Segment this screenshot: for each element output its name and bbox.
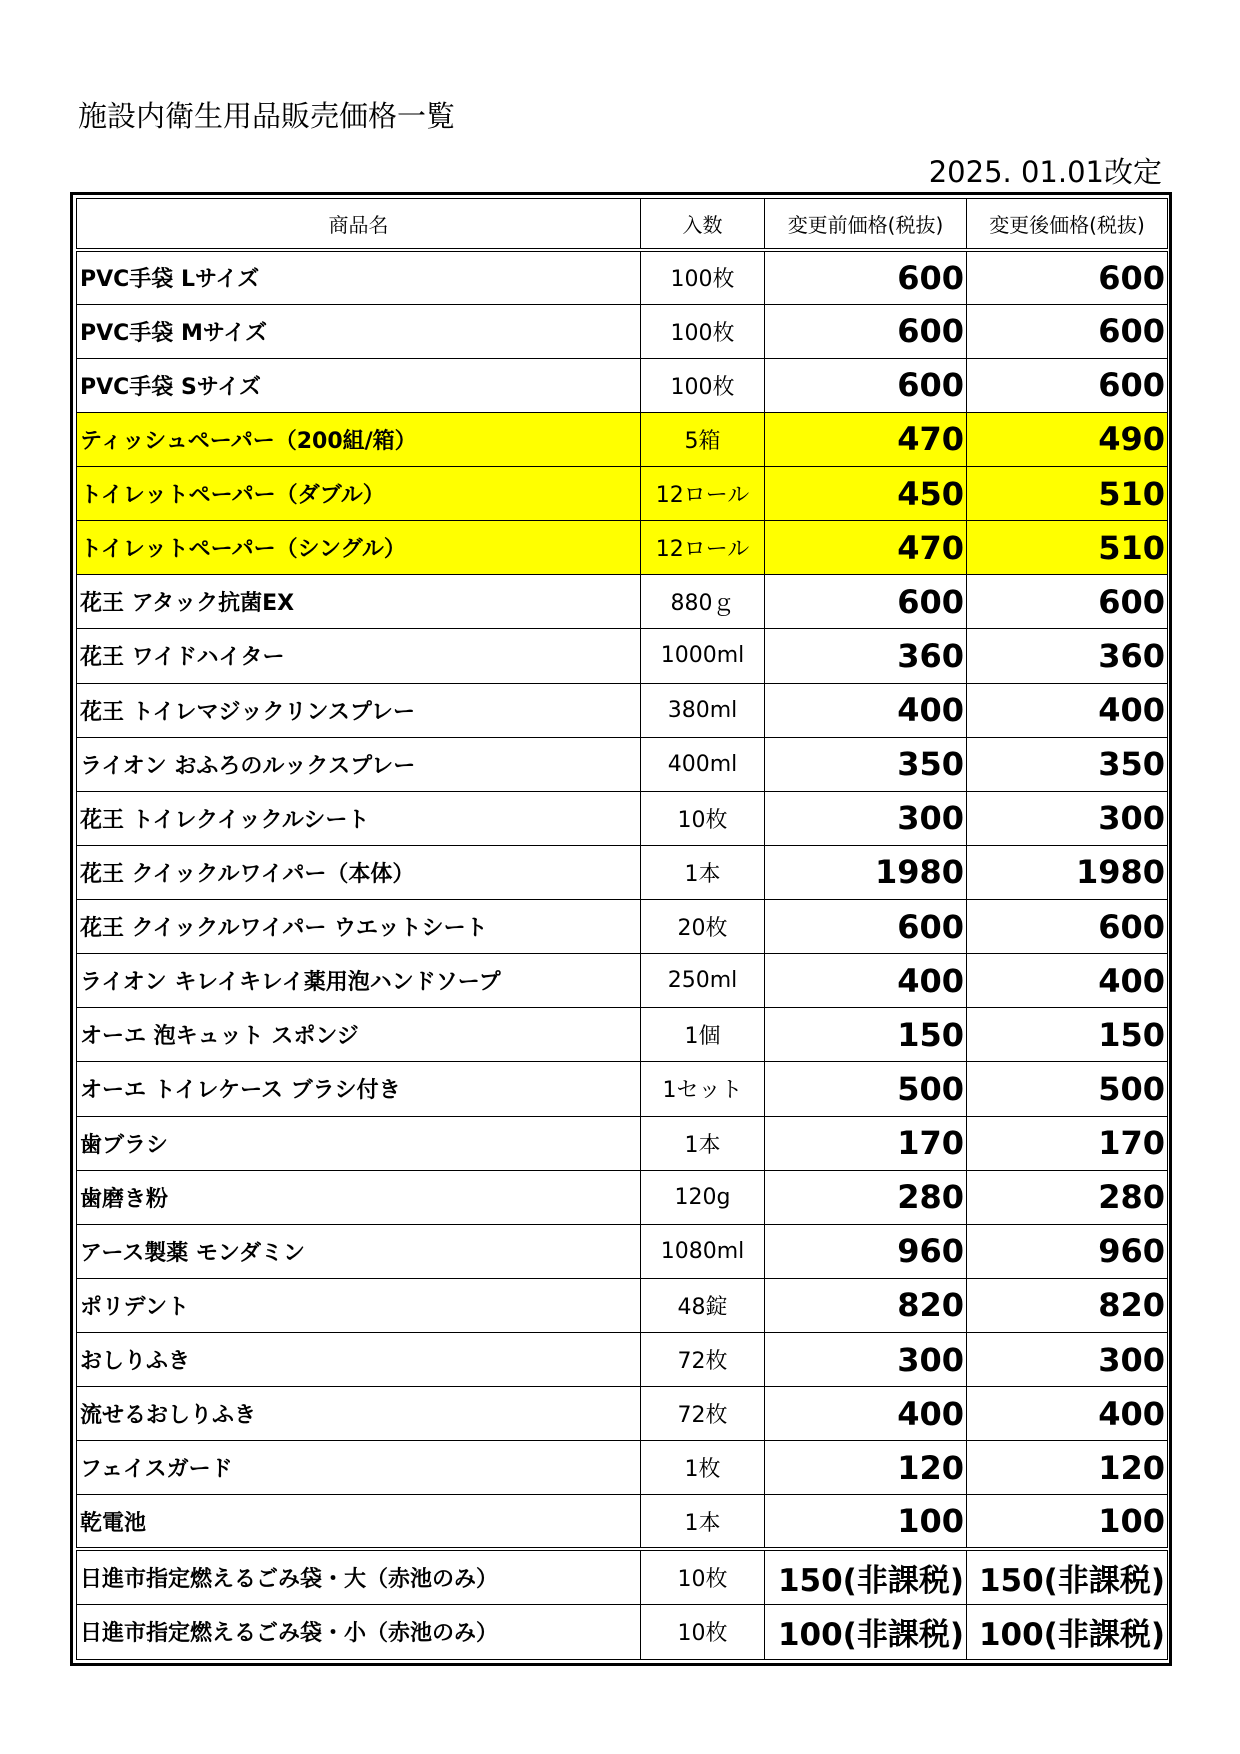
table-row (77, 521, 1168, 575)
table-row (77, 358, 1168, 412)
price-after: 510 (967, 467, 1168, 521)
price-after: 600 (967, 575, 1168, 629)
price-before: 500 (765, 1062, 967, 1116)
price-after: 400 (967, 683, 1168, 737)
product-name: ティッシュペーパー（200組/箱） (77, 412, 641, 466)
product-name: オーエ トイレケース ブラシ付き (77, 1062, 641, 1116)
product-name: PVC手袋 Mサイズ (77, 304, 641, 358)
price-after: 300 (967, 1333, 1168, 1387)
product-quantity: 1本 (641, 845, 765, 899)
price-before: 600 (765, 575, 967, 629)
product-name: PVC手袋 Lサイズ (77, 250, 641, 304)
product-name: PVC手袋 Sサイズ (77, 358, 641, 412)
product-name: 乾電池 (77, 1495, 641, 1549)
product-name: 歯ブラシ (77, 1116, 641, 1170)
product-name: 花王 クイックルワイパー（本体） (77, 845, 641, 899)
price-after: 100 (967, 1495, 1168, 1549)
table-row (77, 1224, 1168, 1278)
product-quantity: 1本 (641, 1116, 765, 1170)
price-after: 400 (967, 954, 1168, 1008)
price-before: 820 (765, 1278, 967, 1332)
product-name: おしりふき (77, 1333, 641, 1387)
product-quantity: 100枚 (641, 304, 765, 358)
price-after: 490 (967, 412, 1168, 466)
price-after: 500 (967, 1062, 1168, 1116)
price-before: 450 (765, 467, 967, 521)
product-quantity: 20枚 (641, 900, 765, 954)
product-quantity: 120g (641, 1170, 765, 1224)
product-name: 日進市指定燃えるごみ袋・大（赤池のみ） (77, 1549, 641, 1604)
price-after: 170 (967, 1116, 1168, 1170)
price-table-frame (70, 192, 1172, 1666)
tax-exempt-row (77, 1549, 1168, 1604)
product-quantity: 880ｇ (641, 575, 765, 629)
price-before: 120 (765, 1441, 967, 1495)
table-row (77, 900, 1168, 954)
price-before: 350 (765, 737, 967, 791)
product-name: 歯磨き粉 (77, 1170, 641, 1224)
table-row (77, 683, 1168, 737)
table-row (77, 304, 1168, 358)
table-row (77, 1441, 1168, 1495)
table-row (77, 1278, 1168, 1332)
table-row (77, 791, 1168, 845)
product-quantity: 1セット (641, 1062, 765, 1116)
price-after: 300 (967, 791, 1168, 845)
revision-date: 2025. 01.01改定 (928, 155, 1162, 189)
product-name: 流せるおしりふき (77, 1387, 641, 1441)
product-quantity: 1本 (641, 1495, 765, 1549)
price-before: 300 (765, 1333, 967, 1387)
price-after: 600 (967, 250, 1168, 304)
price-after: 150(非課税) (967, 1549, 1168, 1604)
product-quantity: 10枚 (641, 1604, 765, 1659)
table-header-row (77, 199, 1168, 251)
table-row (77, 954, 1168, 1008)
price-after: 1980 (967, 845, 1168, 899)
price-before: 600 (765, 250, 967, 304)
product-name: 花王 クイックルワイパー ウエットシート (77, 900, 641, 954)
table-row (77, 412, 1168, 466)
table-row (77, 1495, 1168, 1549)
table-row (77, 1062, 1168, 1116)
product-quantity: 1000ml (641, 629, 765, 683)
header-price-before: 変更前価格(税抜) (765, 199, 967, 251)
price-before: 960 (765, 1224, 967, 1278)
header-product-name: 商品名 (77, 199, 641, 251)
table-row (77, 1116, 1168, 1170)
price-after: 510 (967, 521, 1168, 575)
product-name: トイレットペーパー（ダブル） (77, 467, 641, 521)
product-quantity: 250ml (641, 954, 765, 1008)
header-price-after: 変更後価格(税抜) (967, 199, 1168, 251)
price-before: 170 (765, 1116, 967, 1170)
price-after: 150 (967, 1008, 1168, 1062)
table-row (77, 1008, 1168, 1062)
table-row (77, 250, 1168, 304)
price-after: 820 (967, 1278, 1168, 1332)
price-after: 600 (967, 358, 1168, 412)
product-quantity: 1個 (641, 1008, 765, 1062)
product-quantity: 72枚 (641, 1333, 765, 1387)
price-after: 120 (967, 1441, 1168, 1495)
product-quantity: 100枚 (641, 250, 765, 304)
table-row (77, 737, 1168, 791)
price-table (76, 198, 1168, 1660)
product-name: 花王 アタック抗菌EX (77, 575, 641, 629)
price-before: 360 (765, 629, 967, 683)
header-quantity: 入数 (641, 199, 765, 251)
table-row (77, 629, 1168, 683)
price-before: 400 (765, 1387, 967, 1441)
tax-exempt-row (77, 1604, 1168, 1659)
price-before: 600 (765, 304, 967, 358)
product-name: アース製薬 モンダミン (77, 1224, 641, 1278)
table-row (77, 575, 1168, 629)
price-before: 470 (765, 412, 967, 466)
table-row (77, 1170, 1168, 1224)
table-row (77, 1387, 1168, 1441)
product-quantity: 400ml (641, 737, 765, 791)
product-quantity: 12ロール (641, 467, 765, 521)
price-before: 600 (765, 900, 967, 954)
product-name: ライオン おふろのルックスプレー (77, 737, 641, 791)
product-quantity: 12ロール (641, 521, 765, 575)
product-name: 花王 ワイドハイター (77, 629, 641, 683)
product-quantity: 10枚 (641, 1549, 765, 1604)
price-before: 150 (765, 1008, 967, 1062)
product-name: オーエ 泡キュット スポンジ (77, 1008, 641, 1062)
product-name: フェイスガード (77, 1441, 641, 1495)
price-after: 350 (967, 737, 1168, 791)
price-after: 960 (967, 1224, 1168, 1278)
product-quantity: 48錠 (641, 1278, 765, 1332)
price-after: 360 (967, 629, 1168, 683)
price-before: 400 (765, 954, 967, 1008)
price-before: 400 (765, 683, 967, 737)
price-before: 150(非課税) (765, 1549, 967, 1604)
price-before: 100(非課税) (765, 1604, 967, 1659)
product-name: トイレットペーパー（シングル） (77, 521, 641, 575)
product-quantity: 72枚 (641, 1387, 765, 1441)
table-row (77, 845, 1168, 899)
price-before: 1980 (765, 845, 967, 899)
product-quantity: 5箱 (641, 412, 765, 466)
price-after: 400 (967, 1387, 1168, 1441)
price-after: 100(非課税) (967, 1604, 1168, 1659)
product-quantity: 1枚 (641, 1441, 765, 1495)
product-quantity: 10枚 (641, 791, 765, 845)
price-before: 470 (765, 521, 967, 575)
price-after: 280 (967, 1170, 1168, 1224)
product-quantity: 380ml (641, 683, 765, 737)
product-quantity: 100枚 (641, 358, 765, 412)
product-name: 日進市指定燃えるごみ袋・小（赤池のみ） (77, 1604, 641, 1659)
page-title: 施設内衛生用品販売価格一覧 (78, 99, 456, 133)
price-before: 300 (765, 791, 967, 845)
price-before: 280 (765, 1170, 967, 1224)
price-after: 600 (967, 900, 1168, 954)
product-name: ポリデント (77, 1278, 641, 1332)
price-before: 600 (765, 358, 967, 412)
product-name: 花王 トイレクイックルシート (77, 791, 641, 845)
table-body (77, 250, 1168, 1660)
product-name: 花王 トイレマジックリンスプレー (77, 683, 641, 737)
product-name: ライオン キレイキレイ薬用泡ハンドソープ (77, 954, 641, 1008)
table-row (77, 1333, 1168, 1387)
price-before: 100 (765, 1495, 967, 1549)
price-after: 600 (967, 304, 1168, 358)
product-quantity: 1080ml (641, 1224, 765, 1278)
table-row (77, 467, 1168, 521)
